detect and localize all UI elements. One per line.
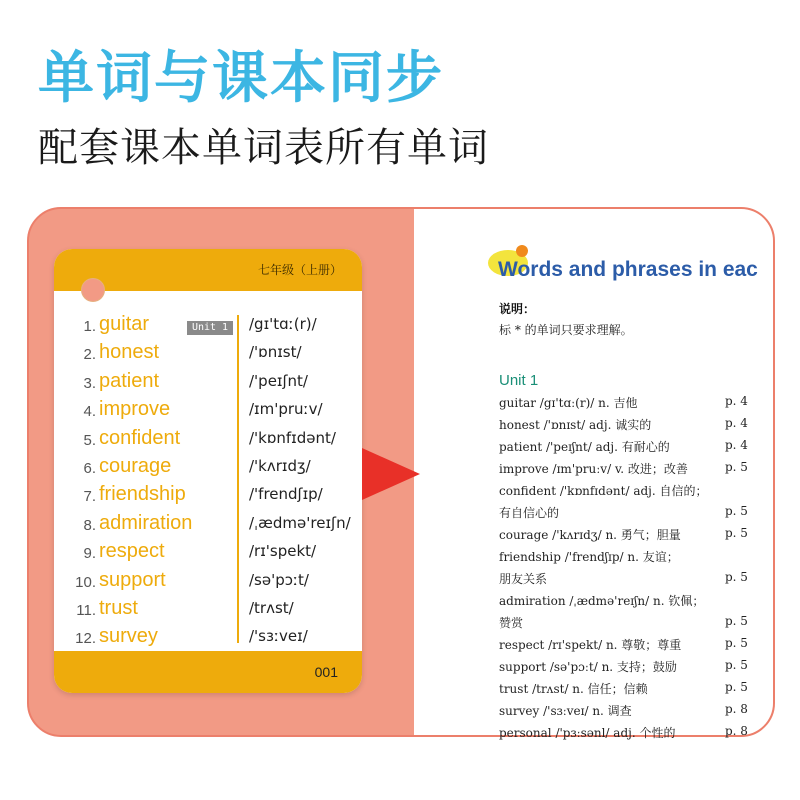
book-entry-text: patient /'peɪʃnt/ adj. 有耐心的 — [499, 440, 670, 454]
word-index: 9. — [83, 545, 96, 563]
word-index: 1. — [83, 318, 96, 335]
word-phonetic: /ɪm'pruːv/ — [249, 400, 323, 419]
book-entry-text: survey /'sɜːveɪ/ n. 调查 — [499, 704, 632, 718]
word-index: 5. — [83, 431, 96, 449]
book-entry — [499, 614, 775, 634]
word-row — [54, 512, 362, 540]
word-row — [54, 427, 362, 455]
book-entry-page: p. 8 — [725, 724, 748, 738]
book-entry-text: 赞赏 — [499, 616, 524, 630]
word-row — [54, 540, 362, 568]
book-entry — [499, 724, 775, 744]
word-phonetic: /ˌædmə'reɪʃn/ — [249, 513, 351, 532]
note-title: 说明： — [499, 302, 536, 316]
heading-decor-orange — [516, 245, 528, 257]
book-entry-page: p. 8 — [725, 702, 748, 716]
book-entry-page: p. 5 — [725, 680, 748, 694]
book-entry-text: courage /'kʌrɪdʒ/ n. 勇气；胆量 — [499, 528, 681, 542]
book-entry-text: guitar /gɪ'tɑː(r)/ n. 吉他 — [499, 396, 638, 410]
book-entry — [499, 548, 775, 568]
book-entry-page: p. 5 — [725, 570, 748, 584]
book-entry-text: friendship /'frendʃɪp/ n. 友谊； — [499, 550, 679, 564]
word-english: admiration — [99, 511, 193, 534]
book-entry-page: p. 5 — [725, 504, 748, 518]
book-entry — [499, 416, 775, 436]
subheadline: 配套课本单词表所有单词 — [38, 125, 489, 171]
book-entry — [499, 438, 775, 458]
book-entry-text: improve /ɪm'pruːv/ v. 改进；改善 — [499, 462, 688, 476]
word-index: 2. — [83, 346, 96, 364]
unit-title: Unit 1 — [499, 372, 539, 389]
word-english: friendship — [99, 483, 186, 506]
book-entry — [499, 636, 775, 656]
book-entry-text: confident /'kɒnfɪdənt/ adj. 自信的； — [499, 484, 708, 498]
book-entry-page: p. 5 — [725, 526, 748, 540]
word-english: support — [99, 568, 166, 591]
word-phonetic: /'kɒnfɪdənt/ — [249, 428, 336, 447]
unit-badge: Unit 1 — [187, 321, 233, 335]
word-phonetic: /'kʌrɪdʒ/ — [249, 457, 311, 475]
word-english: honest — [99, 341, 160, 364]
book-entry — [499, 570, 775, 590]
word-index: 3. — [83, 374, 96, 392]
book-entry-page: p. 5 — [725, 614, 748, 628]
book-entry-text: respect /rɪ'spekt/ n. 尊敬；尊重 — [499, 638, 682, 652]
vocab-flash-card — [54, 249, 362, 693]
word-index: 6. — [83, 460, 96, 477]
word-phonetic: /'frendʃɪp/ — [249, 485, 323, 504]
word-english: guitar — [99, 313, 150, 335]
word-english: confident — [99, 426, 181, 449]
word-phonetic: /'ɒnɪst/ — [249, 343, 302, 362]
book-entry — [499, 526, 775, 546]
word-index: 7. — [83, 488, 96, 506]
card-number: 001 — [314, 664, 338, 680]
word-row — [54, 370, 362, 398]
word-phonetic: /trʌst/ — [249, 599, 294, 617]
word-index: 8. — [83, 516, 96, 534]
book-entry-page: p. 5 — [725, 636, 748, 650]
book-entry — [499, 592, 775, 612]
book-entry-page: p. 4 — [725, 394, 748, 408]
word-index: 4. — [83, 403, 96, 421]
book-entry-text: support /sə'pɔːt/ n. 支持；鼓励 — [499, 660, 677, 674]
book-entry — [499, 680, 775, 700]
book-entry — [499, 482, 775, 502]
book-entry-text: honest /'ɒnɪst/ adj. 诚实的 — [499, 418, 652, 432]
book-entry — [499, 394, 775, 414]
word-phonetic: /gɪ'tɑː(r)/ — [249, 315, 317, 333]
word-index: 12. — [75, 630, 96, 648]
word-english: patient — [99, 369, 160, 392]
arrow-right-icon — [362, 448, 420, 500]
word-english: courage — [99, 455, 172, 477]
book-entry-text: trust /trʌst/ n. 信任；信赖 — [499, 682, 648, 696]
book-entry-text: admiration /ˌædmə'reɪʃn/ n. 钦佩； — [499, 594, 705, 608]
book-entry-text: 有自信心的 — [499, 506, 560, 520]
word-phonetic: /'sɜːveɪ/ — [249, 627, 308, 646]
word-english: improve — [99, 398, 171, 421]
word-phonetic: /'peɪʃnt/ — [249, 371, 308, 390]
word-row — [54, 455, 362, 483]
word-phonetic: /rɪ'spekt/ — [249, 542, 317, 561]
word-row — [54, 569, 362, 597]
book-entry — [499, 658, 775, 678]
book-entry-page: p. 4 — [725, 416, 748, 430]
book-heading: Words and phrases in eac — [498, 258, 758, 281]
book-entry-page: p. 4 — [725, 438, 748, 452]
book-entry — [499, 504, 775, 524]
word-row — [54, 341, 362, 369]
card-footer-band — [54, 651, 362, 693]
headline: 单词与课本同步 — [38, 46, 444, 111]
word-row — [54, 483, 362, 511]
word-row — [54, 398, 362, 426]
word-row — [54, 625, 362, 653]
word-phonetic: /sə'pɔːt/ — [249, 570, 309, 589]
word-english: trust — [99, 597, 138, 619]
book-entry-page: p. 5 — [725, 460, 748, 474]
book-entry-page: p. 5 — [725, 658, 748, 672]
word-english: survey — [99, 625, 158, 648]
book-entry-text: 朋友关系 — [499, 572, 548, 586]
word-row — [54, 313, 362, 341]
book-entry — [499, 702, 775, 722]
card-ring-hole — [81, 278, 105, 302]
word-index: 10. — [75, 573, 96, 591]
word-row — [54, 597, 362, 625]
note-text: 标 * 的单词只要求理解。 — [499, 323, 633, 337]
card-grade-label: 七年级（上册） — [257, 263, 342, 277]
word-english: respect — [99, 540, 165, 563]
book-entry-text: personal /'pɜːsənl/ adj. 个性的 — [499, 726, 676, 740]
book-entry — [499, 460, 775, 480]
word-index: 11. — [76, 602, 96, 619]
